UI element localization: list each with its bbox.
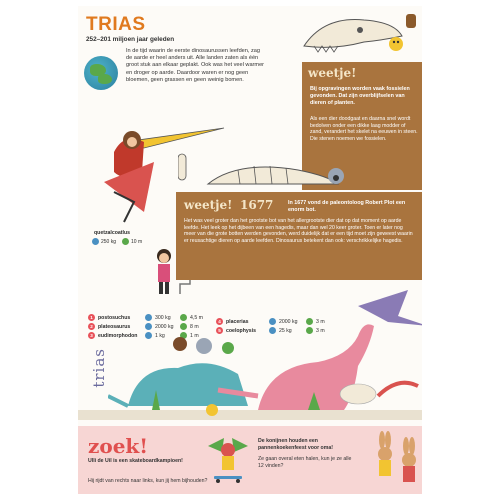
quetzalcoatlus-label: quetzalcoatlus xyxy=(94,230,131,236)
era-label: trias xyxy=(90,348,108,388)
zoek-owl-bold: Ulli de Uil is een skateboardkampioen! xyxy=(88,458,183,464)
zoek-heading: zoek! xyxy=(88,434,149,458)
weetje-year: 1677 xyxy=(240,198,274,212)
weetje-bold-text: In 1677 vond de paleontoloog Robert Plot een enorm bot. xyxy=(288,200,406,213)
weetje-box-1677 xyxy=(176,192,422,280)
legend-row: 3 eudimorphodon 1 kg 1 m xyxy=(88,332,199,339)
legend-row: 4 placerias 2000 kg 3 m xyxy=(216,318,325,325)
legend-row: 2 plateosaurus 2000 kg 8 m xyxy=(88,323,199,330)
legend-row: 1 postosuchus 300 kg 4,5 m xyxy=(88,314,203,321)
quetz-weight: 250 kg 10 m xyxy=(92,238,142,245)
page-title: TRIAS xyxy=(86,14,146,35)
length-icon xyxy=(122,238,129,245)
owl-skateboard-illustration xyxy=(204,434,252,486)
globe-icon xyxy=(84,56,118,90)
weight-icon xyxy=(92,238,99,245)
weetje-body-text: Als een dier doodgaat en daarna snel wordt bedolven onder een dikke laag modder of zand, verandert het skelet na eeuwen in steen. Die stenen noemen we fossielen. xyxy=(310,116,418,142)
skeleton-illustration xyxy=(178,150,348,194)
book-page xyxy=(78,6,422,494)
legend-row: 5 coelophysis 25 kg 3 m xyxy=(216,327,325,334)
rabbits-illustration xyxy=(368,430,422,490)
weetje-body-text: Het was veel groter dan het grootste bot van het allergrootste dier dat op dat moment op aarde leefde. Het leek op het dijbeen van een hagedis, maar dan wel 20 keer groter. Toen er later nog meer van die grote botten werden gevonden, werd duidelijk dat er een tijd moet zijn geweest waarin er reusachtige dieren op aarde leefden. Dinosaurus betekent dan ook: verschrikkelijke hagedis. xyxy=(184,218,413,244)
zoek-owl-text: Hij rijdt van rechts naar links, kun jij hem bijhouden? xyxy=(88,478,208,484)
zoek-rabbits-text: Ze gaan overal eten halen, kun je ze alle 12 vinden? xyxy=(258,456,352,469)
dino-skull-illustration xyxy=(284,6,422,62)
intro-text: In de tijd waarin de eerste dinosaurussen leefden, zag de aarde er heel anders uit. Alle landen zaten als één groot stuk aan elkaar geplakt. Ook was het veel warmer en droger op aarde. Daardoor waren er nog geen bloemen, geen grassen en geen weinig bomen. xyxy=(126,48,265,83)
zoek-rabbits-bold: De konijnen houden een pannenkoekenfeest voor oma! xyxy=(258,438,333,451)
weetje-heading: weetje! xyxy=(184,198,233,212)
page-subtitle: 252–201 miljoen jaar geleden xyxy=(86,36,175,43)
weetje-bold-text: Bij opgravingen worden vaak fossielen gevonden. Dat zijn overblijfselen van dieren of planten. xyxy=(310,86,410,106)
dinosaur-scene-illustration xyxy=(108,286,422,416)
weetje-heading: weetje! xyxy=(308,66,357,80)
